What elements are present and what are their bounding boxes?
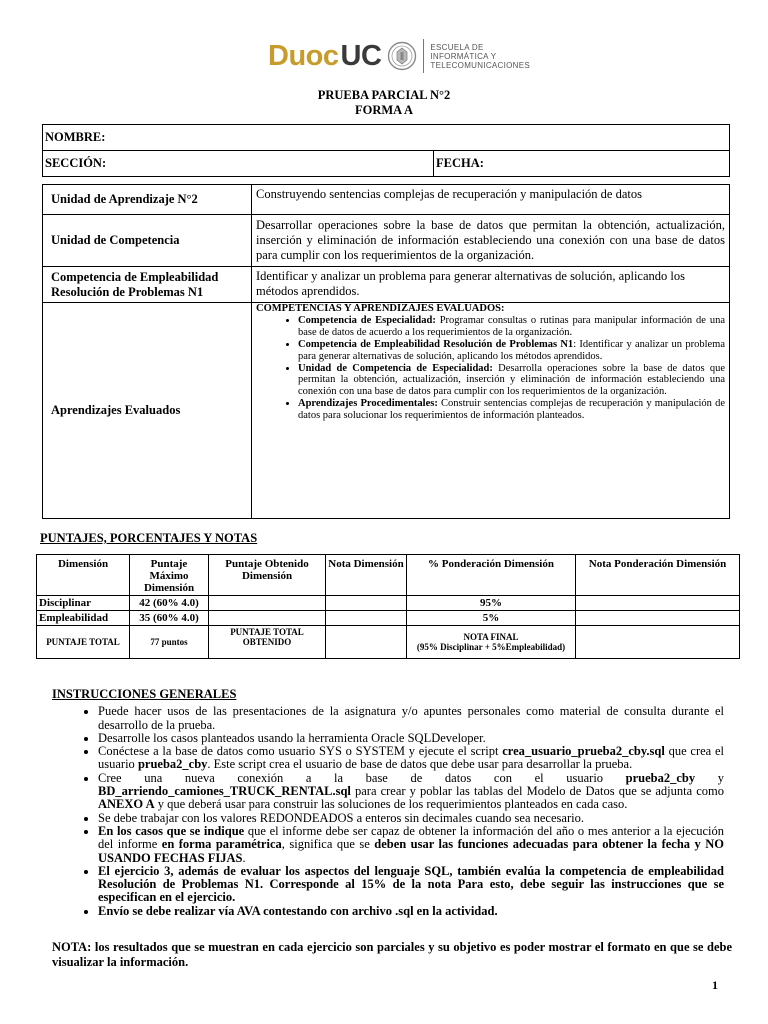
fecha-field[interactable]: FECHA: bbox=[434, 151, 730, 177]
aprendizajes-heading: COMPETENCIAS Y APRENDIZAJES EVALUADOS: bbox=[256, 303, 505, 314]
final-grade-label-cell: NOTA FINAL (95% Disciplinar + 5%Empleabilidad) bbox=[407, 626, 576, 659]
table-row bbox=[37, 626, 740, 659]
final-grade-value-cell[interactable] bbox=[576, 626, 740, 659]
total-label-cell: PUNTAJE TOTAL bbox=[37, 626, 130, 659]
university-seal-icon bbox=[387, 41, 417, 71]
obtained-cell[interactable] bbox=[209, 611, 326, 626]
nombre-field[interactable]: NOMBRE: bbox=[43, 125, 730, 151]
list-item: • El ejercicio 3, además de evaluar los aspectos del lenguaje SQL, también evalúa la competencia de empleabilidad Resolución de Problemas N1. Corresponde al 15% de la nota Para esto, debe seguir las instrucciones que se especifican en el ejercicio. bbox=[98, 865, 724, 905]
unidad-aprendizaje-label: Unidad de Aprendizaje N°2 bbox=[43, 185, 252, 215]
header-nota-ponderacion: Nota Ponderación Dimensión bbox=[576, 555, 740, 596]
header-ponderacion: % Ponderación Dimensión bbox=[407, 555, 576, 596]
total-points-cell: 77 puntos bbox=[130, 626, 209, 659]
aprendizajes-evaluados-content bbox=[252, 303, 730, 519]
table-row bbox=[37, 596, 740, 611]
ponderacion-cell: 95% bbox=[407, 596, 576, 611]
total-obtained-value-cell[interactable] bbox=[326, 626, 407, 659]
page-number: 1 bbox=[712, 978, 718, 992]
logo-duoc-text: Duoc bbox=[268, 39, 339, 72]
header-puntaje-maximo: Puntaje Máximo Dimensión bbox=[130, 555, 209, 596]
school-logo bbox=[268, 38, 530, 74]
header-nota-dimension: Nota Dimensión bbox=[326, 555, 407, 596]
list-item: • Aprendizajes Procedimentales: Construir sentencias complejas de recuperación y manipulación de datos para solucionar los requerimientos de información planteados. bbox=[298, 398, 725, 421]
list-item: • Unidad de Competencia de Especialidad: Desarrolla operaciones sobre la base de datos que permitan la obtención, actualización, inserción y eliminación de información estableciendo una conexión con una base de datos para cumplir con los requerimientos de la organización. bbox=[298, 363, 725, 397]
list-item: • En los casos que se indique que el informe debe ser capaz de obtener la información del año o mes anterior a la ejecución del informe en forma paramétrica, significa que se deben usar las funciones adecuadas para obtener la fecha y NO USANDO FECHAS FIJAS. bbox=[98, 825, 724, 865]
header-puntaje-obtenido: Puntaje Obtenido Dimensión bbox=[209, 555, 326, 596]
dimension-cell: Disciplinar bbox=[37, 596, 130, 611]
instructions-section bbox=[52, 688, 724, 918]
document-subtitle: FORMA A bbox=[355, 103, 413, 117]
obtained-cell[interactable] bbox=[209, 596, 326, 611]
scores-table bbox=[36, 554, 740, 659]
school-name: ESCUELA DE INFORMÁTICA Y TELECOMUNICACIONES bbox=[430, 42, 531, 70]
nota-cell[interactable] bbox=[326, 611, 407, 626]
ponderacion-cell: 5% bbox=[407, 611, 576, 626]
instructions-title: INSTRUCCIONES GENERALES bbox=[52, 687, 237, 701]
unidad-competencia-label: Unidad de Competencia bbox=[43, 215, 252, 267]
list-item: • Competencia de Empleabilidad Resolución de Problemas N1: Identificar y analizar un problema para generar alternativas de solución, aplicando los métodos aprendidos. bbox=[298, 339, 725, 362]
seccion-field[interactable]: SECCIÓN: bbox=[43, 151, 434, 177]
nota-paragraph: NOTA: los resultados que se muestran en cada ejercicio son parciales y su objetivo es poder mostrar el formato en que se debe visualizar la información. bbox=[52, 940, 732, 969]
instructions-list bbox=[52, 705, 724, 918]
logo-uc-text: UC bbox=[340, 39, 382, 72]
header-dimension: Dimensión bbox=[37, 555, 130, 596]
logo-divider bbox=[423, 39, 424, 73]
competencia-empleabilidad-label: Competencia de Empleabilidad Resolución de Problemas N1 bbox=[43, 267, 252, 303]
list-item: • Desarrolle los casos planteados usando la herramienta Oracle SQLDeveloper. bbox=[98, 732, 724, 745]
nota-cell[interactable] bbox=[326, 596, 407, 611]
aprendizajes-evaluados-label: Aprendizajes Evaluados bbox=[43, 303, 252, 519]
unidad-aprendizaje-value: Construyendo sentencias complejas de recuperación y manipulación de datos bbox=[252, 185, 730, 215]
nota-ponderacion-cell[interactable] bbox=[576, 611, 740, 626]
list-item: • Envío se debe realizar vía AVA contestando con archivo .sql en la actividad. bbox=[98, 905, 724, 918]
unit-info-table bbox=[42, 184, 730, 519]
max-cell: 42 (60% 4.0) bbox=[130, 596, 209, 611]
document-title: PRUEBA PARCIAL N°2 bbox=[317, 88, 451, 102]
list-item: • Conéctese a la base de datos como usuario SYS o SYSTEM y ejecute el script crea_usuario_prueba2_cby.sql que crea el usuario prueba2_cby. Este script crea el usuario de base de datos que debe usar para desarrollar la prueba. bbox=[98, 745, 724, 772]
aprendizajes-list bbox=[256, 315, 725, 421]
list-item: • Competencia de Especialidad: Programar consultas o rutinas para manipular información de una base de datos de acuerdo a los requerimientos de la organización. bbox=[298, 315, 725, 338]
dimension-cell: Empleabilidad bbox=[37, 611, 130, 626]
list-item: • Se debe trabajar con los valores REDONDEADOS a enteros sin decimales cuando sea necesario. bbox=[98, 812, 724, 825]
list-item: • Puede hacer usos de las presentaciones de la asignatura y/o apuntes personales como material de consulta durante el desarrollo de la prueba. bbox=[98, 705, 724, 732]
table-row bbox=[37, 611, 740, 626]
competencia-empleabilidad-value: Identificar y analizar un problema para generar alternativas de solución, aplicando los métodos aprendidos. bbox=[252, 267, 730, 303]
scores-section-title: PUNTAJES, PORCENTAJES Y NOTAS bbox=[40, 531, 258, 545]
max-cell: 35 (60% 4.0) bbox=[130, 611, 209, 626]
unidad-competencia-value: Desarrollar operaciones sobre la base de datos que permitan la obtención, actualización, inserción y eliminación de información estableciendo una conexión con una base de datos para cumplir con los requerimientos de la organización. bbox=[252, 215, 730, 267]
list-item: • Cree una nueva conexión a la base de datos con el usuario prueba2_cby y BD_arriendo_camiones_TRUCK_RENTAL.sql para crear y poblar las tablas del Modelo de Datos que se adjunta como ANEXO A y que deberá usar para construir las soluciones de los requerimientos planteados en cada caso. bbox=[98, 772, 724, 812]
student-info-table bbox=[42, 124, 730, 177]
total-obtained-label-cell: PUNTAJE TOTAL OBTENIDO bbox=[209, 626, 326, 659]
nota-ponderacion-cell[interactable] bbox=[576, 596, 740, 611]
